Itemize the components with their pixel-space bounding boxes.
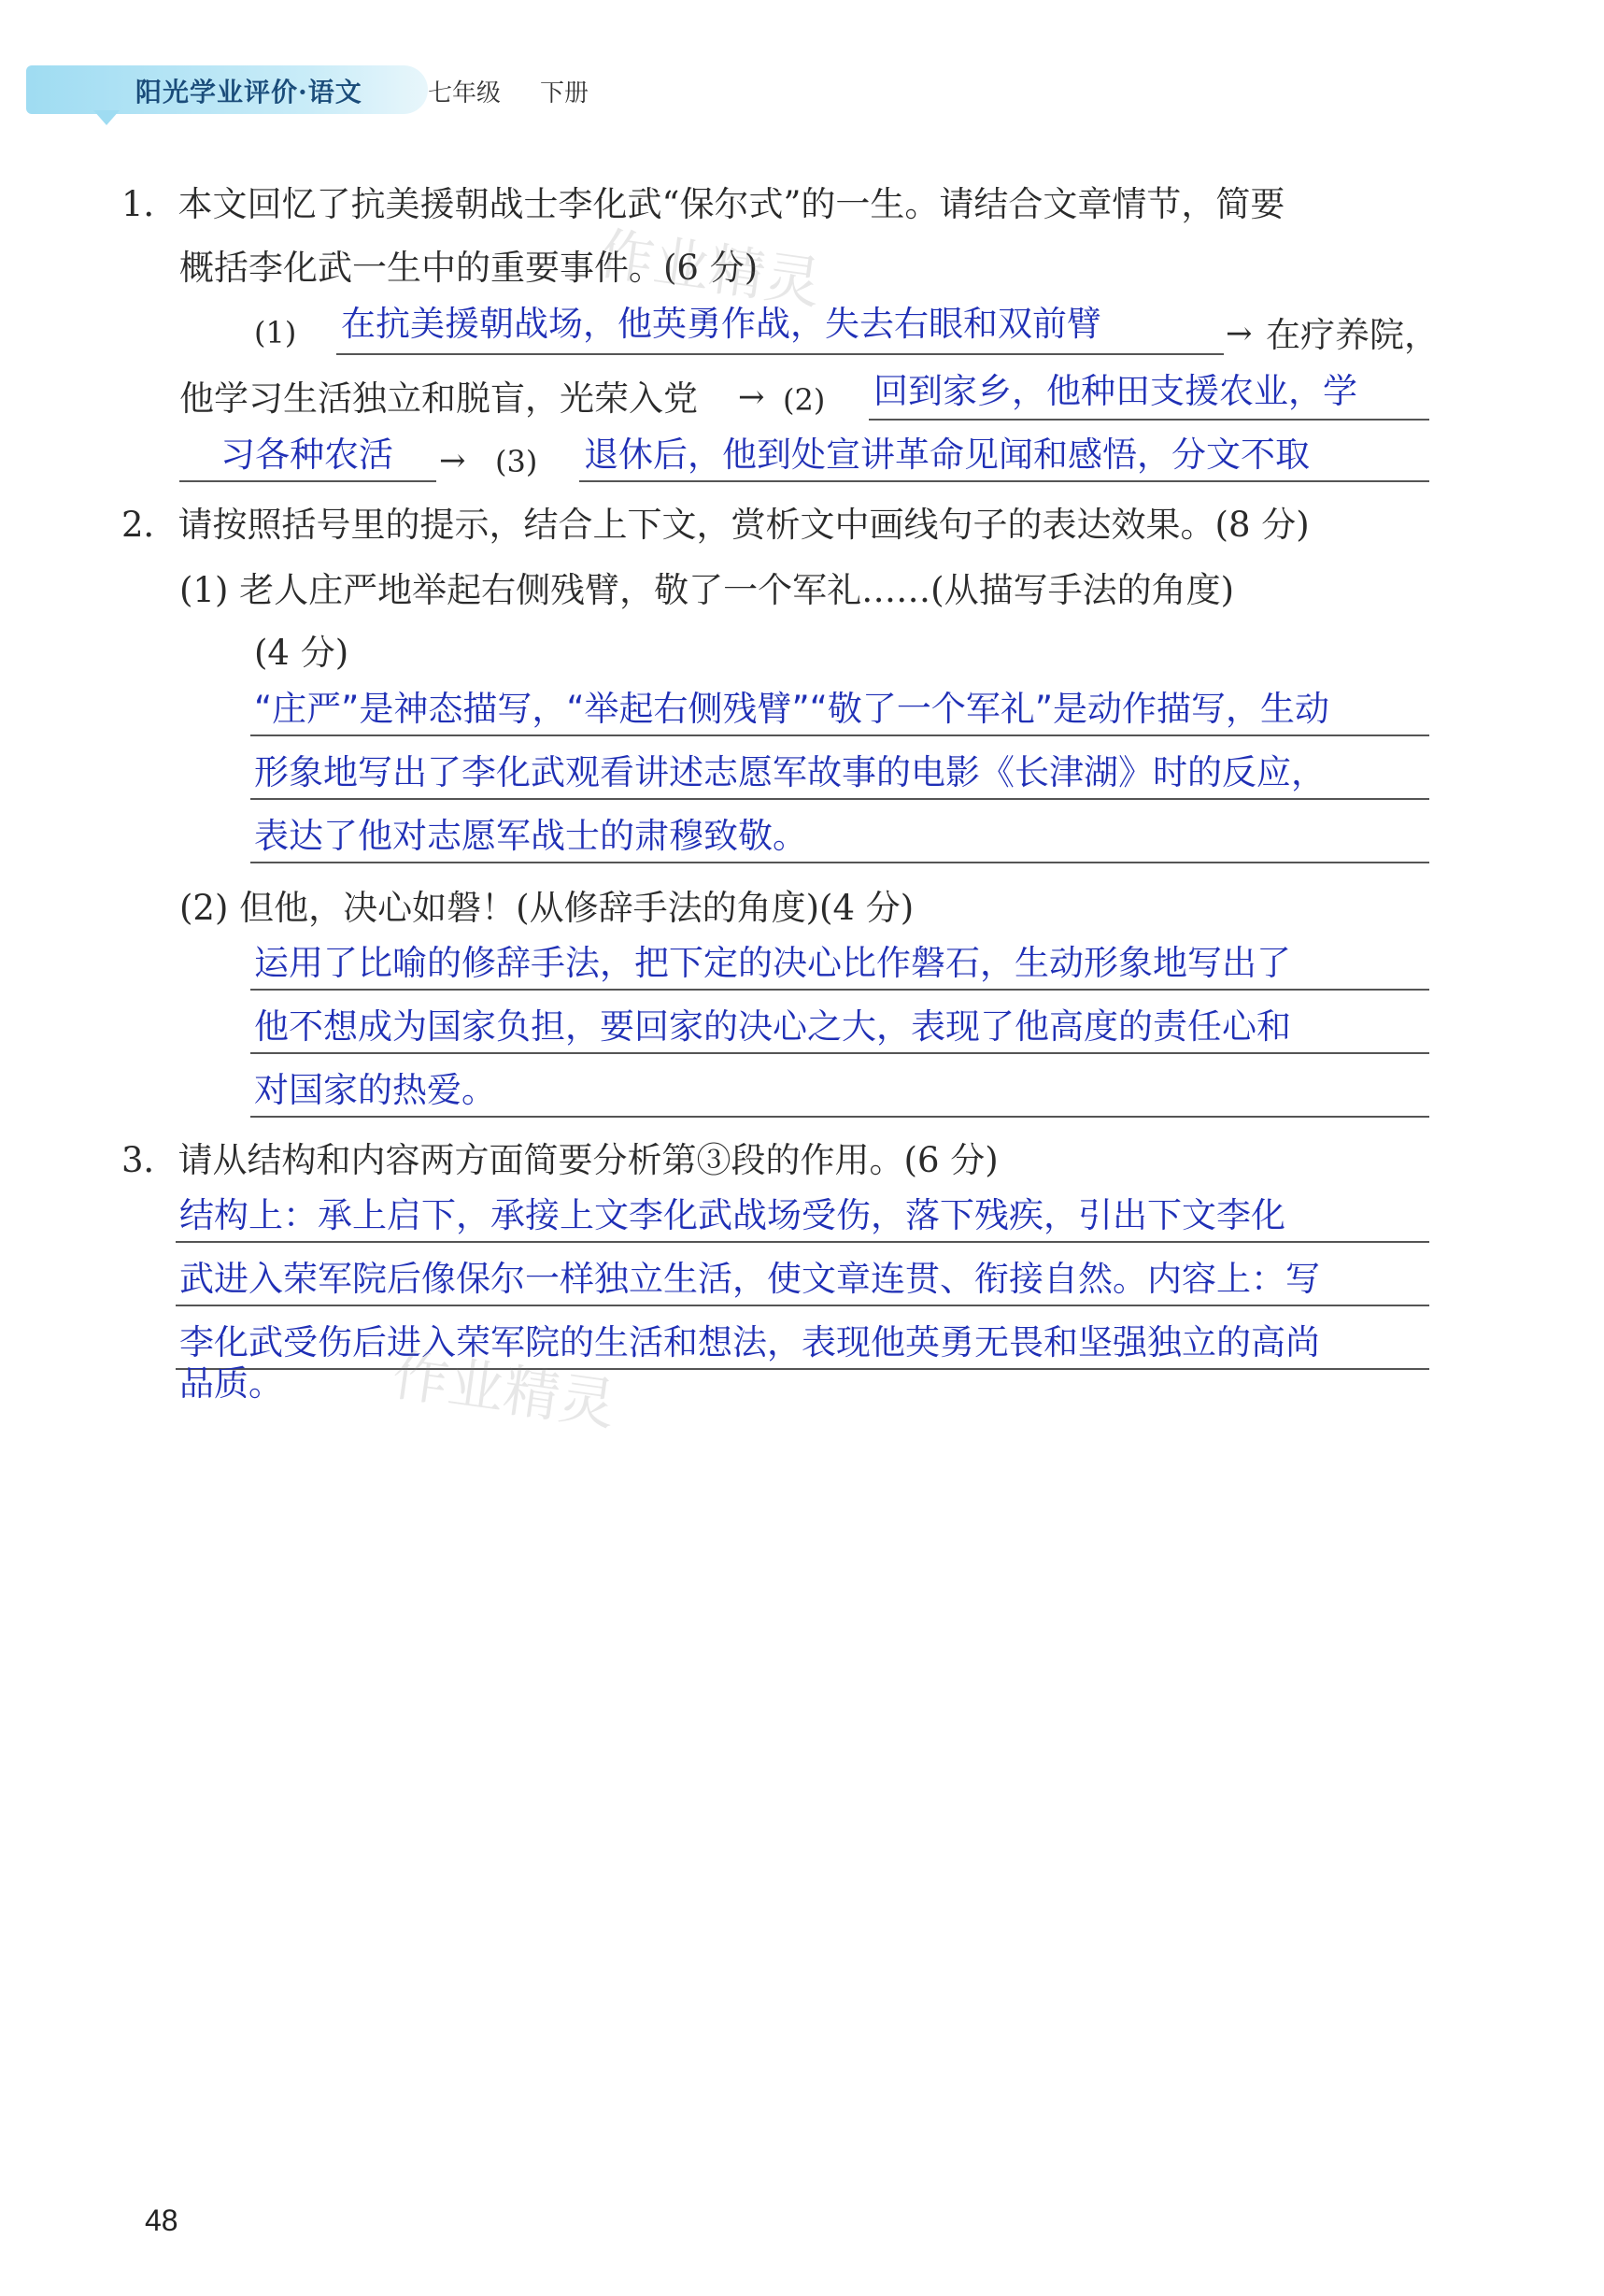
answer-rule — [176, 1241, 1429, 1243]
q1-label-1: (1) — [254, 315, 297, 350]
q2-sub1-answer-line-3[interactable]: 表达了他对志愿军战士的肃穆致敬。 — [254, 816, 807, 856]
q1-answer-line-2a — [869, 419, 1429, 421]
q1-label-3: (3) — [495, 444, 538, 479]
answer-rule — [250, 1052, 1429, 1054]
q1-answer-line-1 — [336, 353, 1224, 355]
q1-line1: 1．本文回忆了抗美援朝战士李化武“保尔式”的一生。请结合文章情节，简要 — [121, 184, 1285, 224]
answer-rule — [250, 798, 1429, 800]
q3-answer-line-3[interactable]: 李化武受伤后进入荣军院的生活和想法，表现他英勇无畏和坚强独立的高尚 — [179, 1322, 1320, 1362]
q1-text-after-1: 在疗养院， — [1266, 315, 1439, 355]
watermark: 作业精灵 — [388, 1342, 620, 1439]
q3-answer-line-2[interactable]: 武进入荣军院后像保尔一样独立生活，使文章连贯、衔接自然。内容上：写 — [179, 1259, 1320, 1299]
page-number: 48 — [145, 2203, 178, 2237]
arrow-icon: → — [1226, 315, 1253, 352]
q1-answer-2a[interactable]: 回到家乡，他种田支援农业，学 — [873, 371, 1357, 411]
header-banner-tip — [93, 110, 120, 125]
q2-sub2-line1: (2) 但他，决心如磐！(从修辞手法的角度)(4 分) — [179, 888, 915, 928]
answer-rule — [250, 734, 1429, 736]
q1-answer-1[interactable]: 在抗美援朝战场，他英勇作战，失去右眼和双前臂 — [341, 304, 1101, 344]
q3-answer-line-4[interactable]: 品质。 — [179, 1363, 283, 1404]
q1-answer-line-2b — [179, 480, 436, 482]
q2-line1: 2．请按照括号里的提示，结合上下文，赏析文中画线句子的表达效果。(8 分) — [121, 505, 1310, 545]
q1-answer-3[interactable]: 退休后，他到处宣讲革命见闻和感悟，分文不取 — [584, 435, 1310, 475]
answer-rule — [250, 862, 1429, 863]
q2-sub2-answer-line-3[interactable]: 对国家的热爱。 — [254, 1070, 496, 1110]
answer-rule — [250, 989, 1429, 991]
volume-label: 下册 — [540, 79, 589, 107]
q1-line3: 他学习生活独立和脱盲，光荣入党 — [179, 378, 698, 419]
q2-sub2-answer-line-1[interactable]: 运用了比喻的修辞手法，把下定的决心比作磐石，生动形象地写出了 — [254, 943, 1291, 983]
q1-line2: 概括李化武一生中的重要事件。(6 分) — [179, 248, 759, 288]
q2-sub1-line2: (4 分) — [254, 633, 349, 673]
q3-answer-line-1[interactable]: 结构上：承上启下，承接上文李化武战场受伤，落下残疾，引出下文李化 — [179, 1195, 1285, 1235]
q1-answer-line-3 — [579, 480, 1429, 482]
answer-rule — [176, 1368, 1429, 1370]
q1-label-2: (2) — [783, 382, 826, 418]
watermark: 作业精灵 — [593, 221, 826, 318]
arrow-icon: → — [738, 378, 765, 416]
answer-rule — [176, 1305, 1429, 1306]
arrow-icon: → — [439, 442, 466, 479]
q1-answer-2b[interactable]: 习各种农活 — [220, 435, 393, 475]
q3-line1: 3．请从结构和内容两方面简要分析第③段的作用。(6 分) — [121, 1140, 999, 1180]
q2-sub1-answer-line-1[interactable]: “庄严”是神态描写，“举起右侧残臂”“敬了一个军礼”是动作描写，生动 — [254, 689, 1330, 729]
grade-label: 七年级 — [428, 79, 502, 107]
answer-rule — [250, 1116, 1429, 1118]
book-title: 阳光学业评价·语文 — [135, 77, 362, 107]
q2-sub1-answer-line-2[interactable]: 形象地写出了李化武观看讲述志愿军故事的电影《长津湖》时的反应， — [254, 752, 1326, 792]
q2-sub2-answer-line-2[interactable]: 他不想成为国家负担，要回家的决心之大，表现了他高度的责任心和 — [254, 1006, 1291, 1047]
q2-sub1-line1: (1) 老人庄严地举起右侧残臂，敬了一个军礼……(从描写手法的角度) — [179, 570, 1235, 610]
